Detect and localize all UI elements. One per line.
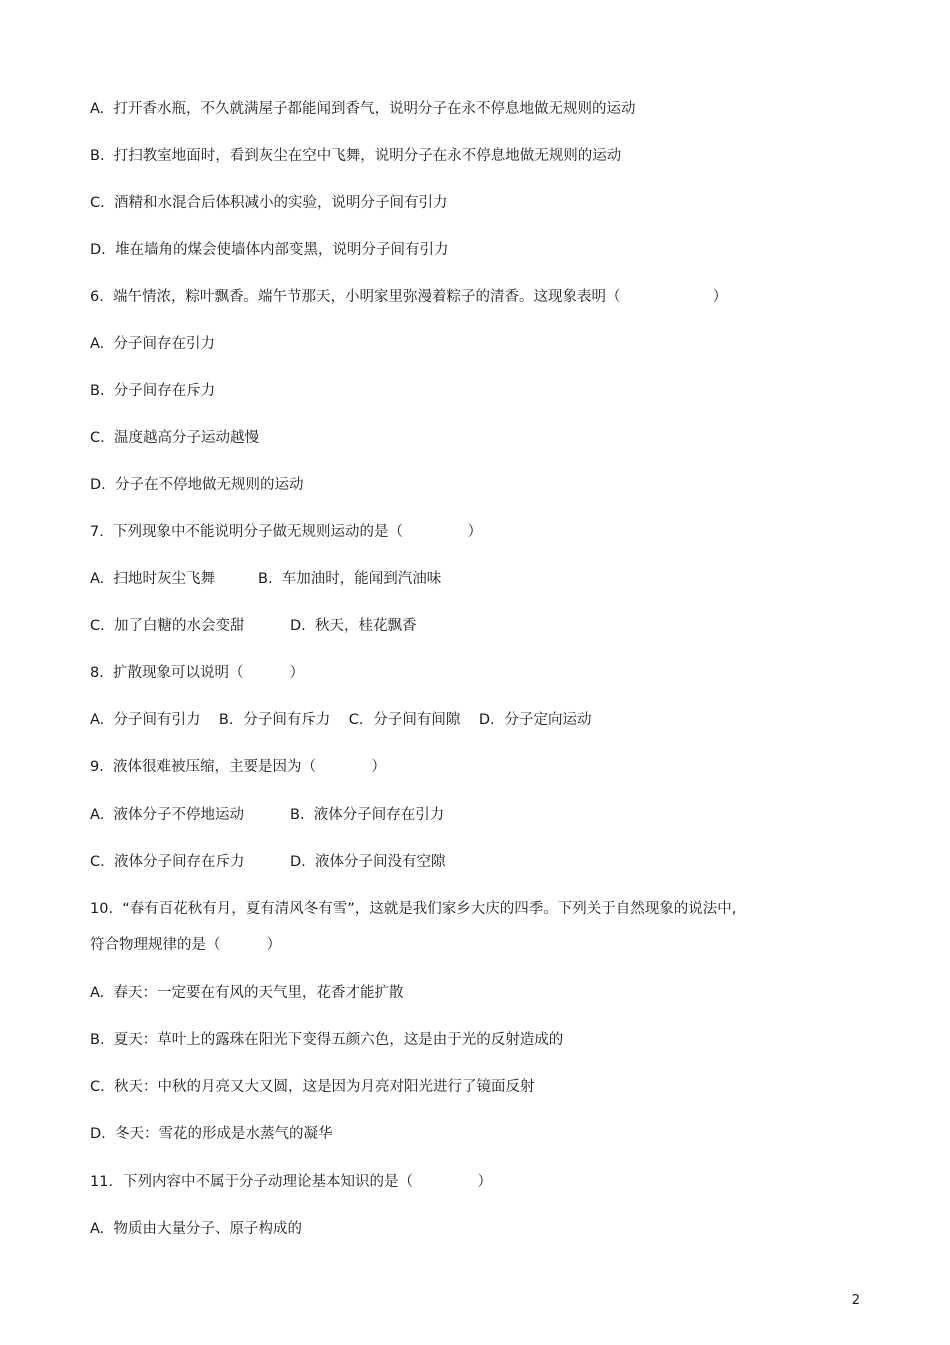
q5-option-b: B. 打扫教室地面时，看到灰尘在空中飞舞，说明分子在永不停息地做无规则的运动 bbox=[90, 148, 622, 164]
q5-option-c: C. 酒精和水混合后体积减小的实验，说明分子间有引力 bbox=[90, 195, 448, 211]
q8-stem: 8. 扩散现象可以说明（ ） bbox=[90, 665, 305, 681]
q9-option-a: A. 液体分子不停地运动 bbox=[90, 807, 244, 823]
q5-option-d: D. 堆在墙角的煤会使墙体内部变黑，说明分子间有引力 bbox=[90, 242, 449, 258]
q6-option-c: C. 温度越高分子运动越慢 bbox=[90, 430, 259, 446]
page-number: 2 bbox=[851, 1293, 860, 1308]
q10-option-d: D. 冬天：雪花的形成是水蒸气的凝华 bbox=[90, 1126, 333, 1142]
q6-option-b: B. 分子间存在斥力 bbox=[90, 383, 216, 399]
q9-option-c: C. 液体分子间存在斥力 bbox=[90, 854, 245, 870]
q10-option-a: A. 春天：一定要在有风的天气里，花香才能扩散 bbox=[90, 985, 404, 1001]
q10-option-b: B. 夏天：草叶上的露珠在阳光下变得五颜六色，这是由于光的反射造成的 bbox=[90, 1032, 564, 1048]
q10-stem-line2: 符合物理规律的是（ ） bbox=[90, 937, 282, 953]
q5-option-a: A. 打开香水瓶，不久就满屋子都能闻到香气，说明分子在永不停息地做无规则的运动 bbox=[90, 101, 636, 117]
q7-option-a: A. 扫地时灰尘飞舞 bbox=[90, 571, 215, 587]
q9-stem: 9. 液体很难被压缩，主要是因为（ ） bbox=[90, 759, 386, 775]
q10-option-c: C. 秋天：中秋的月亮又大又圆，这是因为月亮对阳光进行了镜面反射 bbox=[90, 1079, 535, 1095]
q9-option-d: D. 液体分子间没有空隙 bbox=[290, 854, 446, 870]
q6-stem: 6. 端午情浓，粽叶飘香。端午节那天，小明家里弥漫着粽子的清香。这现象表明（ ） bbox=[90, 289, 728, 305]
q7-option-b: B. 车加油时，能闻到汽油味 bbox=[258, 571, 442, 587]
q11-stem: 11．下列内容中不属于分子动理论基本知识的是（ ） bbox=[90, 1174, 492, 1190]
q8-options: A. 分子间有引力 B．分子间有斥力 C．分子间有间隙 D．分子定向运动 bbox=[90, 712, 592, 728]
q9-option-b: B. 液体分子间存在引力 bbox=[290, 807, 445, 823]
q7-option-d: D. 秋天，桂花飘香 bbox=[290, 618, 417, 634]
q7-option-c: C. 加了白糖的水会变甜 bbox=[90, 618, 245, 634]
q11-option-a: A. 物质由大量分子、原子构成的 bbox=[90, 1221, 302, 1237]
q7-stem: 7. 下列现象中不能说明分子做无规则运动的是（ ） bbox=[90, 524, 483, 540]
q6-option-d: D. 分子在不停地做无规则的运动 bbox=[90, 477, 304, 493]
q10-stem-line1: 10. “春有百花秋有月，夏有清风冬有雪”，这就是我们家乡大庆的四季。下列关于自然现象的说法中, bbox=[90, 901, 737, 917]
q6-option-a: A. 分子间存在引力 bbox=[90, 336, 215, 352]
